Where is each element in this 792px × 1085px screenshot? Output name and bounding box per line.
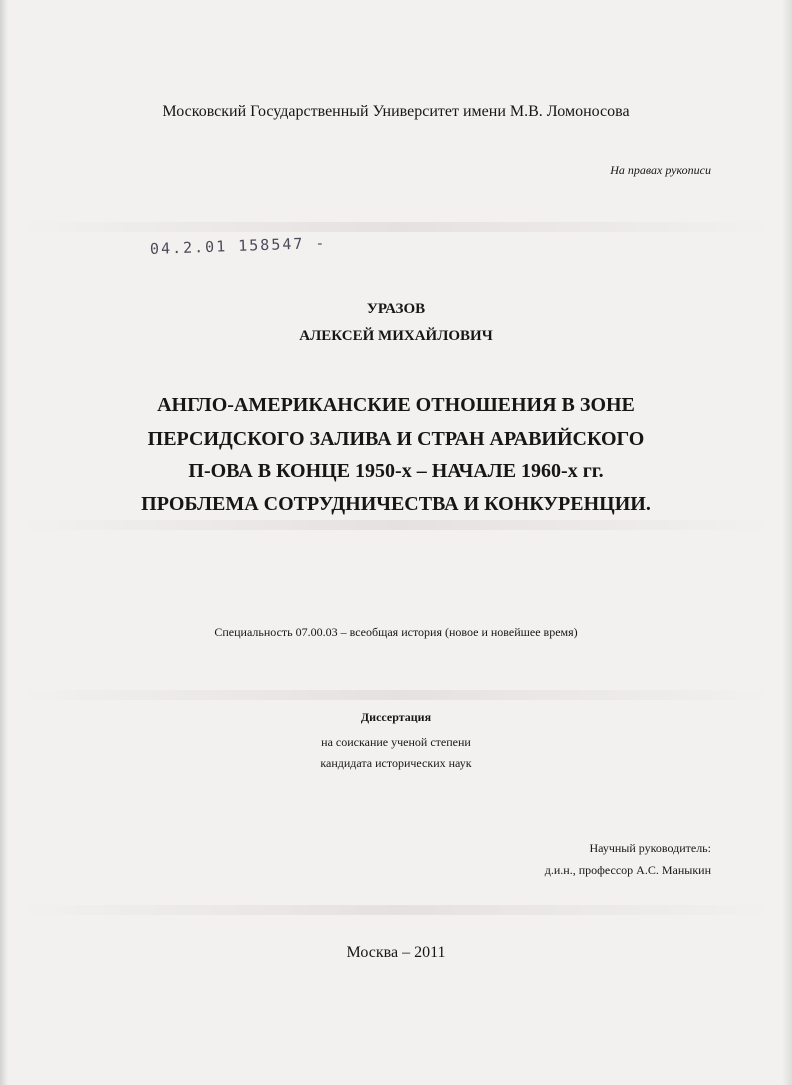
supervisor-name: д.и.н., профессор А.С. Маныкин xyxy=(544,863,711,877)
paper-bleed xyxy=(20,520,772,530)
supervisor-label: Научный руководитель: xyxy=(589,841,711,855)
scan-edge-right xyxy=(782,0,792,1085)
rights-note: На правах рукописи xyxy=(610,163,711,177)
specialty: Специальность 07.00.03 – всеобщая история (новое и новейшее время) xyxy=(214,625,578,639)
author-surname: УРАЗОВ xyxy=(366,301,426,317)
dissertation-degree-line: на соискание ученой степени xyxy=(321,735,471,749)
author-given-names: АЛЕКСЕЙ МИХАЙЛОВИЧ xyxy=(299,328,493,344)
title-line: ПРОБЛЕМА СОТРУДНИЧЕСТВА И КОНКУРЕНЦИИ. xyxy=(141,493,651,515)
title-line: ПЕРСИДСКОГО ЗАЛИВА И СТРАН АРАВИЙСКОГО xyxy=(147,428,645,450)
university-name: Московский Государственный Университет имени М.В. Ломоносова xyxy=(162,103,630,120)
paper-bleed xyxy=(20,905,772,915)
paper-bleed xyxy=(20,690,772,700)
archive-stamp: 04.2.01 158547 - xyxy=(149,233,327,258)
dissertation-field-line: кандидата исторических наук xyxy=(320,756,472,770)
dissertation-heading: Диссертация xyxy=(360,710,432,724)
title-line: АНГЛО-АМЕРИКАНСКИЕ ОТНОШЕНИЯ В ЗОНЕ xyxy=(157,394,635,416)
title-line: П-ОВА В КОНЦЕ 1950-х – НАЧАЛЕ 1960-х гг. xyxy=(188,460,604,482)
paper-bleed xyxy=(20,222,772,232)
city-year: Москва – 2011 xyxy=(346,944,446,961)
scan-edge-left xyxy=(0,0,8,1085)
